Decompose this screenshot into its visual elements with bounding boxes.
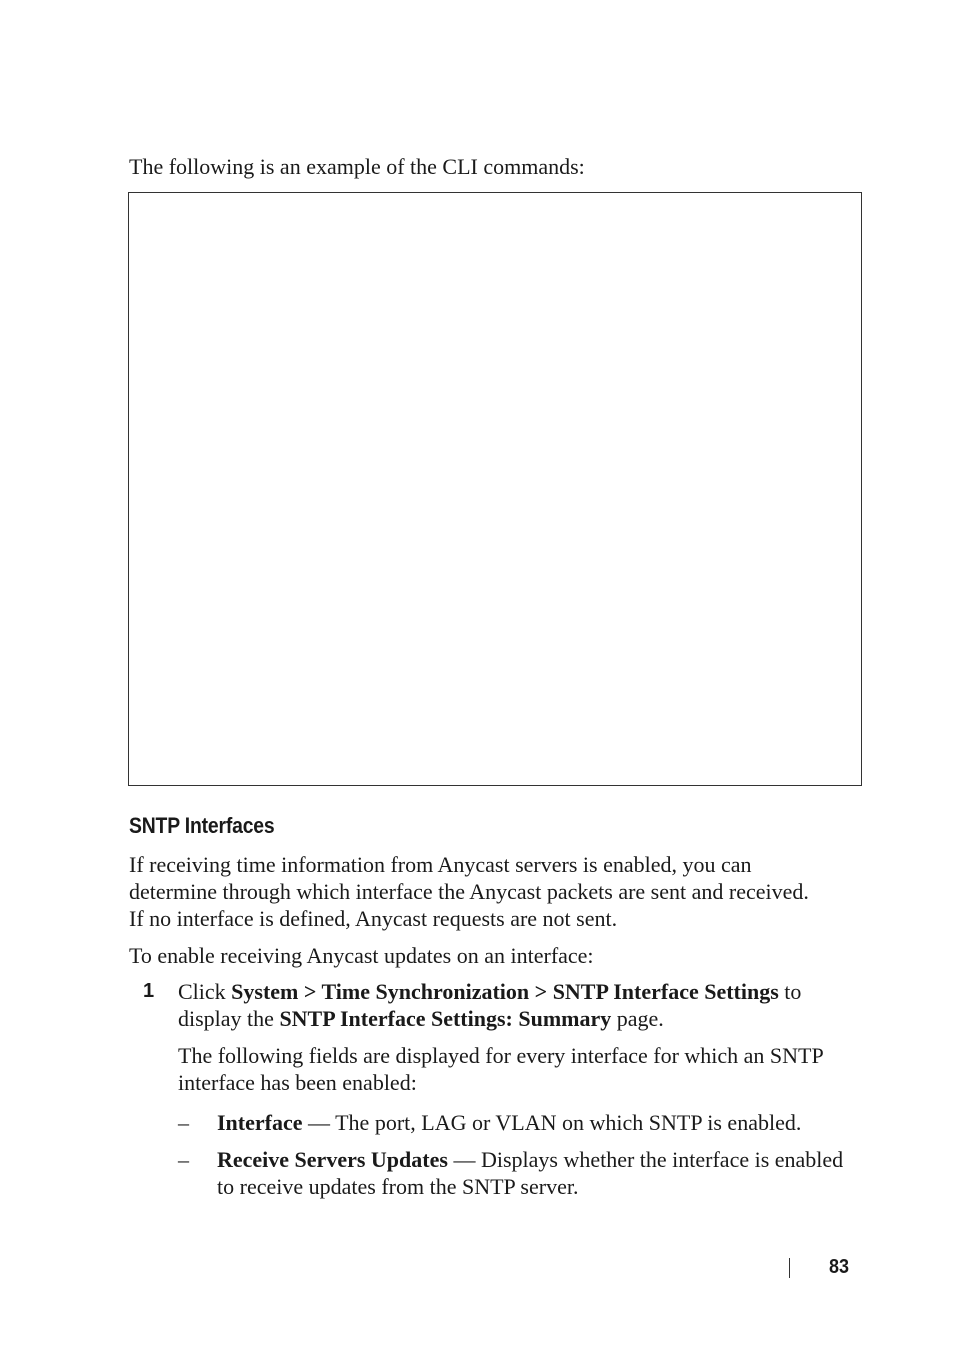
- fields-intro: [178, 1042, 878, 1096]
- click-word: Click: [178, 979, 232, 1004]
- step-line: [178, 978, 878, 1005]
- menu-path-time-synchronization: Time Synchronization: [321, 979, 530, 1004]
- section-heading: SNTP Interfaces: [129, 813, 275, 838]
- page-suffix: page.: [611, 1006, 664, 1031]
- to-word: to: [778, 979, 802, 1004]
- field-description: — The port, LAG or VLAN on which SNTP is enabled.: [302, 1110, 802, 1135]
- field-receive-servers-updates: [217, 1146, 877, 1200]
- menu-path-separator: >: [298, 979, 322, 1004]
- procedure-intro: To enable receiving Anycast updates on an interface:: [129, 943, 594, 968]
- paragraph-line: The following fields are displayed for every interface for which an SNTP: [178, 1043, 824, 1068]
- footer-divider: [789, 1258, 790, 1278]
- display-the-words: display the: [178, 1006, 280, 1031]
- bullet-dash: –: [178, 1147, 189, 1172]
- field-name: Interface: [217, 1110, 303, 1135]
- page-number: 83: [829, 1256, 850, 1278]
- step-1-text: [178, 978, 878, 1032]
- paragraph-line: If receiving time information from Anycast servers is enabled, you can: [129, 852, 752, 877]
- field-description: — Displays whether the interface is enabled: [447, 1147, 844, 1172]
- page-name: SNTP Interface Settings: Summary: [279, 1006, 612, 1031]
- menu-path-sntp-interface-settings: SNTP Interface Settings: [552, 979, 779, 1004]
- bullet-dash: –: [178, 1110, 189, 1135]
- cli-example-box: [128, 192, 862, 786]
- menu-path-system: System: [231, 979, 299, 1004]
- menu-path-separator: >: [529, 979, 553, 1004]
- field-line: to receive updates from the SNTP server.: [217, 1174, 579, 1199]
- field-line: [217, 1146, 877, 1173]
- paragraph-line: If no interface is defined, Anycast requests are not sent.: [129, 906, 618, 931]
- paragraph-line: interface has been enabled:: [178, 1070, 417, 1095]
- step-line: [178, 1005, 878, 1032]
- field-name: Receive Servers Updates: [217, 1147, 448, 1172]
- step-number: 1: [143, 980, 155, 1002]
- field-interface: [217, 1109, 801, 1136]
- anycast-description: [129, 851, 869, 932]
- intro-text: The following is an example of the CLI commands:: [129, 154, 585, 179]
- paragraph-line: determine through which interface the Anycast packets are sent and received.: [129, 879, 809, 904]
